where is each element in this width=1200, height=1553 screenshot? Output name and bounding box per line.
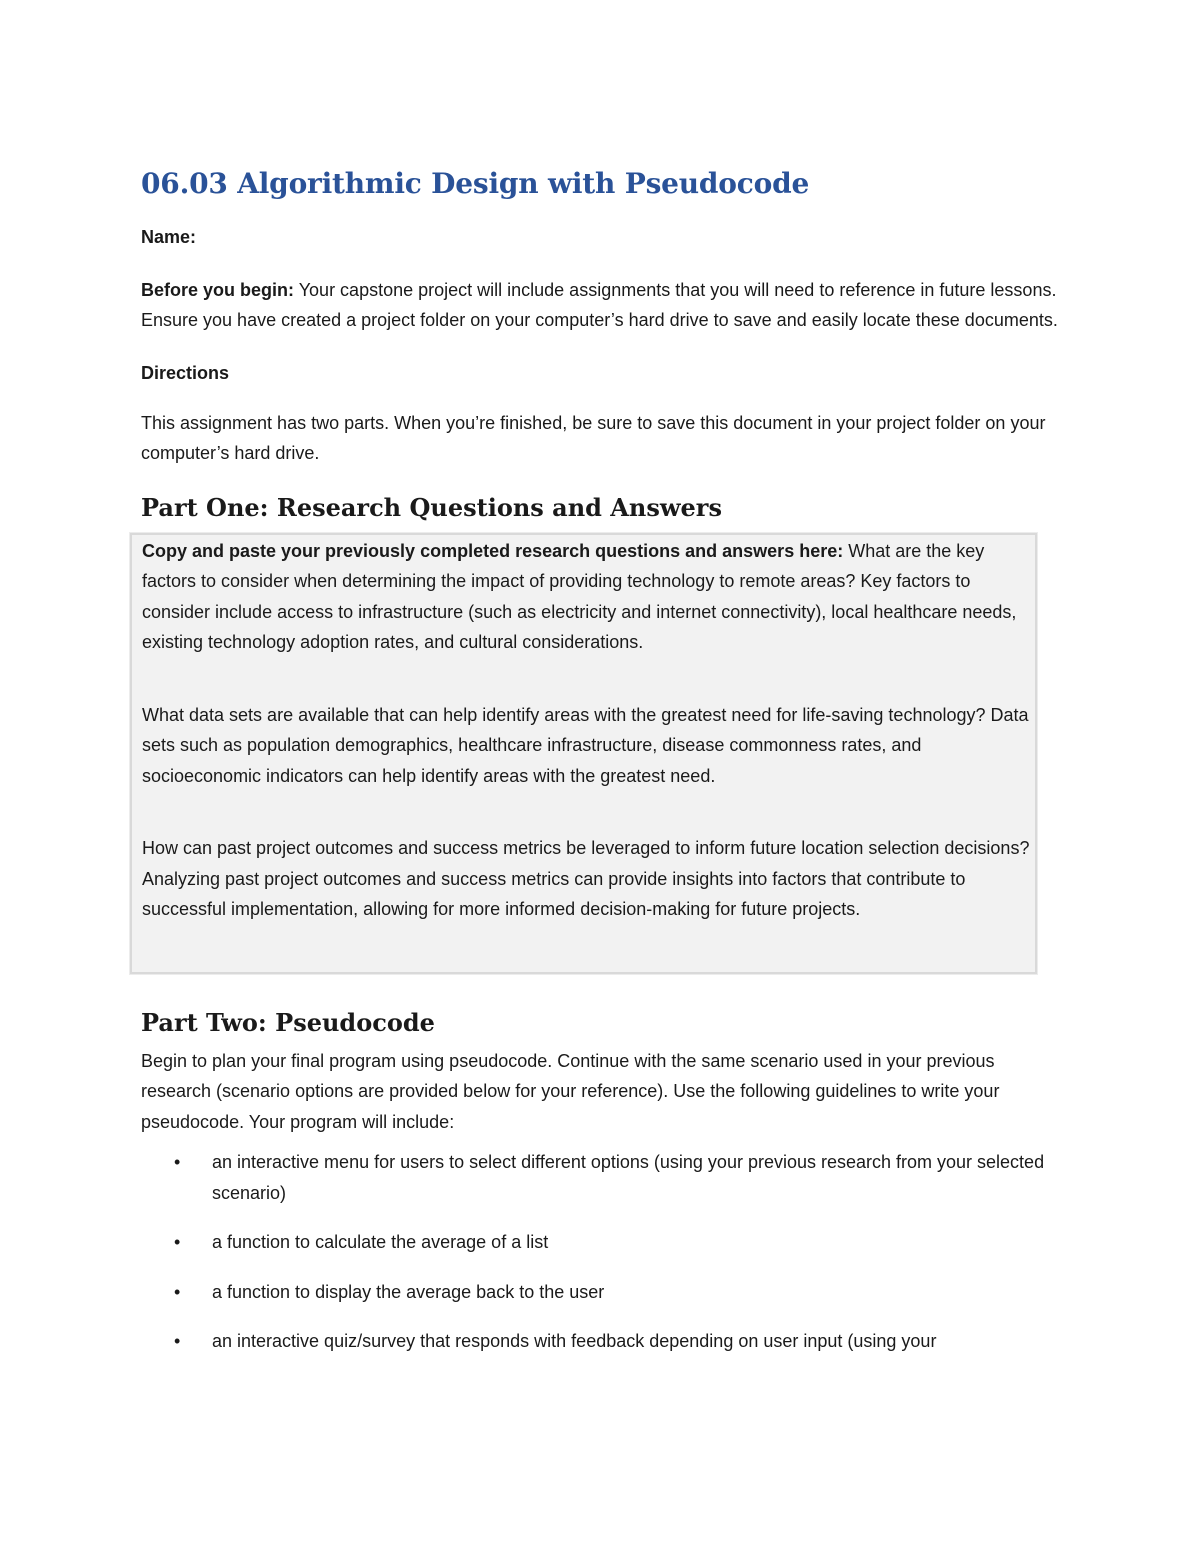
guidelines-list [141,1147,1061,1357]
document-title: 06.03 Algorithmic Design with Pseudocode [141,167,810,200]
directions-text: This assignment has two parts. When you’re finished, be sure to save this document in your project folder on your computer’s hard drive. [141,412,1046,463]
bullet-icon: • [174,1232,181,1252]
guideline-item [141,1326,1061,1357]
guideline-item [141,1147,1061,1208]
part-one-heading: Part One: Research Questions and Answers [141,492,722,522]
guideline-text: a function to display the average back to the user [212,1281,605,1302]
name-label: Name: [141,227,197,247]
part-two-intro: Begin to plan your final program using pseudocode. Continue with the same scenario used in your previous research (scenario options are provided below for your reference). Use the following guidelines to write your pseudocode. Your program will include: [141,1050,1000,1132]
bullet-icon: • [174,1281,181,1302]
bullet-icon: • [174,1152,181,1172]
guideline-item [141,1277,1061,1308]
answer-box-label: Copy and paste your previously completed research questions and answers here: [142,540,844,561]
before-you-begin-paragraph [141,275,1061,336]
bullet-icon: • [174,1331,181,1351]
research-answer-3: How can past project outcomes and success metrics be leveraged to inform future location selection decisions? Analyzing past project outcomes and success metrics can provide insights into factors that contribute to successful implementation, allowing for more informed decision-making for future projects. [142,838,1030,919]
research-answers-box[interactable] [130,533,1037,974]
guideline-text: an interactive quiz/survey that responds with feedback depending on user input (using your [212,1331,937,1351]
guideline-text: a function to calculate the average of a list [212,1232,549,1252]
document-content [141,160,1061,1376]
research-answer-1 [142,536,1035,658]
guideline-item [141,1227,1061,1258]
guideline-text: an interactive menu for users to select different options (using your previous research from your selected scenario) [212,1152,1045,1203]
answer-text-1: What are the key factors to consider when determining the impact of providing technology to remote areas? Key factors to consider include access to infrastructure (such as electricity and internet connectivity), local healthcare needs, existing technology adoption rates, and cultural considerations. [142,540,1017,652]
before-you-begin-text: Your capstone project will include assignments that you will need to reference in future lessons. Ensure you have created a project folder on your computer’s hard drive to save and easily locate these documents. [141,279,1058,330]
research-answer-2: What data sets are available that can help identify areas with the greatest need for life-saving technology? Data sets such as population demographics, healthcare infrastructure, disease commonness rates, and socioeconomic indicators can help identify areas with the greatest need. [142,704,1029,786]
directions-heading: Directions [141,362,230,383]
part-two-heading: Part Two: Pseudocode [141,1007,435,1037]
before-you-begin-label: Before you begin: [141,279,295,300]
